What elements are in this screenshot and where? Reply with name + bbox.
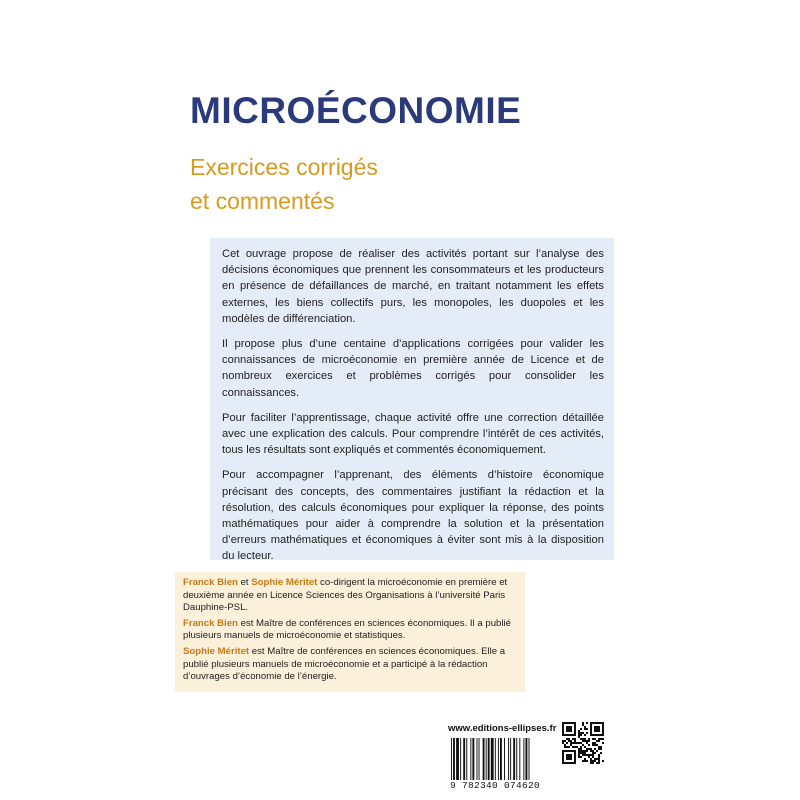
description-paragraph: Cet ouvrage propose de réaliser des activités portant sur l’analyse des décisions économiques que prennent les consommateurs et les producteurs en présence de défaillances de marché, en traitant notamment les effets externes, les biens collectifs purs, les monopoles, les duopoles et les modèles de différenciation. (222, 248, 604, 325)
description-paragraph: Il propose plus d’une centaine d’applications corrigées pour valider les connaissances de microéconomie en première année de Licence et de nombreux exercices et problèmes corrigés pour consolider les connaissances. (222, 338, 604, 399)
qr-code (562, 722, 604, 764)
author-text: est Maître de conférences en sciences économiques. Elle a publié plusieurs manuels de microéconomie et a participé à la rédaction d’ouvrages d’économie de l’énergie. (183, 645, 506, 683)
description-box (210, 238, 614, 563)
barcode (450, 738, 556, 780)
author-text: est Maître de conférences en sciences économiques. Il a publié plusieurs manuels de microéconomie et statistiques. (183, 617, 511, 642)
book-subtitle (190, 150, 378, 218)
author-name: Franck Bien (183, 577, 238, 588)
author-paragraph (183, 646, 517, 684)
author-name: Sophie Méritet (251, 577, 318, 588)
book-title: MICROÉCONOMIE (190, 90, 522, 131)
author-paragraph (183, 577, 517, 615)
author-name: Sophie Méritet (183, 645, 250, 657)
publisher-website: www.editions-ellipses.fr (448, 723, 557, 734)
isbn-number: 9 782340 074620 (450, 780, 541, 791)
subtitle-line-2: et commentés (190, 188, 335, 214)
author-paragraph (183, 618, 517, 643)
author-text: et (237, 577, 252, 588)
author-box (175, 572, 525, 692)
description-paragraph: Pour faciliter l’apprentissage, chaque activité offre une correction détaillée avec une explication des calculs. Pour comprendre l’intérêt de ces activités, tous les résultats sont expliqués et commentés économiquement. (222, 411, 604, 457)
subtitle-line-1: Exercices corrigés (190, 154, 378, 180)
author-name: Franck Bien (183, 617, 238, 629)
description-paragraph: Pour accompagner l’apprenant, des éléments d’histoire économique précisant des concepts, des commentaires justifiant la rédaction et la résolution, des calculs économiques pour expliquer la réponse, des points mathématiques pour aider à comprendre la solution et la présentation d’erreurs mathématiques et économiques à éviter sont mis à la disposition du lecteur. (222, 469, 604, 563)
author-text: co-dirigent la microéconomie en première et deuxième année en Licence Sciences des Organisations à l’université Paris Dauphine-PSL. (183, 577, 508, 614)
